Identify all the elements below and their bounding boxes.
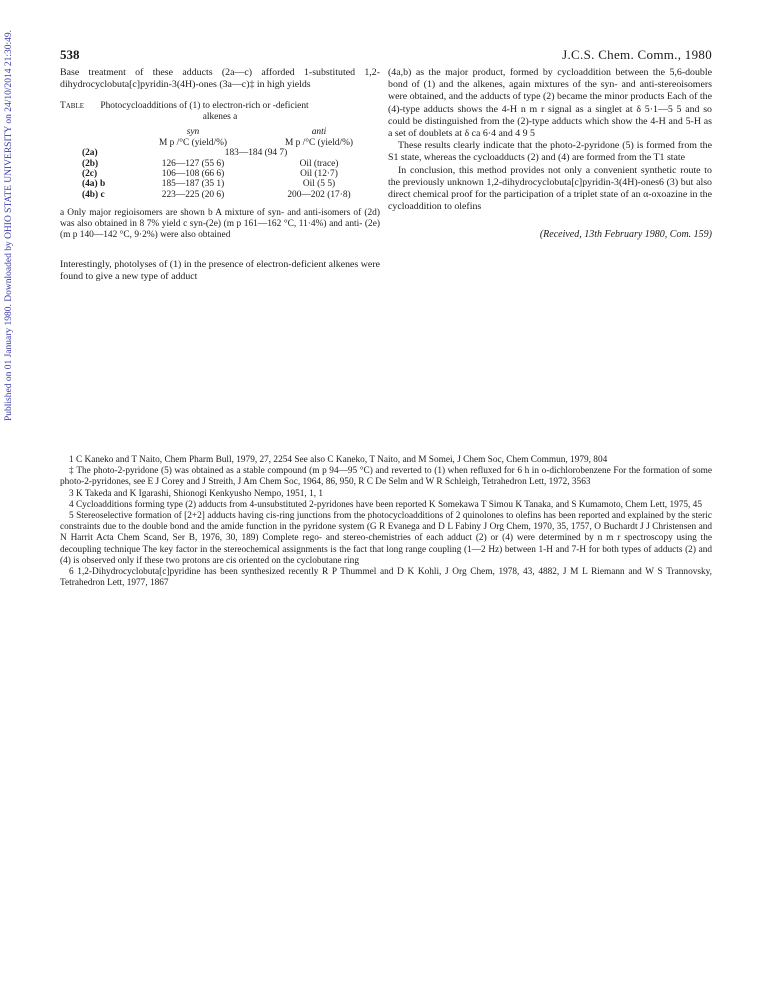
compound-cell: (2b): [82, 158, 99, 169]
right-column: [388, 67, 712, 242]
results-table: [82, 127, 382, 200]
compound-cell: (2a): [82, 148, 98, 159]
column-header-anti: anti: [311, 127, 327, 138]
reference-item: 1 C Kaneko and T Naito, Chem Pharm Bull, 1979, 27, 2254 See also C Kaneko, T Naito, and M Somei, J Chem Soc, Chem Commun, 1979, 804: [69, 455, 608, 465]
column-header-syn: syn: [186, 127, 200, 138]
table-row: [82, 169, 382, 179]
syn-value-cell: 106—108 (66 6): [161, 169, 225, 180]
left-column: [60, 67, 380, 284]
table-caption-text-1: Photocycloadditions of (1) to electron-rich or -deficient: [100, 101, 309, 112]
anti-value-cell: Oil (12·7): [300, 169, 338, 180]
reference-item: 5 Stereoselective formation of [2+2] adducts having cis-ring junctions from the photocycloadditions of 2 quinolones to olefins has been reported and explained by the steric constraints due to the double bond and the amide function in the pyridone system (G R Evanega and D L Fabiny J Org Chem, 1970, 35, 1757, O Buchardt J J Christensen and N Harrit Acta Chem Scand, Ser B, 1976, 30, 189) Complete rego- and stereo-chemistries of each adduct (2) or (4) were determined by n m r spectroscopy using the decoupling technique The key factor in the stereochemical assignments is the fact that long range coupling (1—2 Hz) between 1-H and 7-H for both types of adducts (2) and (4) is observed only if these two protons are cis oriented on the cyclobutane ring: [60, 511, 712, 566]
table-label: Table: [60, 101, 85, 112]
table-row: [82, 179, 382, 189]
table-row: [82, 159, 382, 169]
column-subheader-anti: M p /°C (yield/%): [284, 137, 354, 148]
right-paragraph-3: In conclusion, this method provides not only a convenient synthetic route to the previously unknown 1,2-dihydrocyclobuta[c]pyridin-3(4H)-ones6 (3) but also direct chemical proof for the participation of a triplet state of an α-oxoazine in the cycloaddition to olefins: [388, 164, 712, 213]
syn-value-cell: 185—187 (35 1): [161, 179, 225, 190]
syn-value-cell: 223—225 (20 6): [161, 189, 225, 200]
table-footnotes: a Only major regioisomers are shown b A mixture of syn- and anti-isomers of (2d) was also obtained in 8 7% yield c syn-(2e) (m p 161—162 °C, 11·4%) and anti- (2e) (m p 140—142 °C, 9·2%) were also obtained: [60, 208, 380, 241]
anti-value-cell: Oil (trace): [299, 158, 339, 169]
journal-header: J.C.S. Chem. Comm., 1980: [562, 47, 712, 62]
reference-item: 4 Cycloadditions forming type (2) adducts from 4-unsubstituted 2-pyridones have been reported K Somekawa T Simou K Tanaka, and S Kumamoto, Chem Lett, 1975, 45: [69, 499, 702, 510]
right-paragraph-2: These results clearly indicate that the photo-2-pyridone (5) is formed from the S1 state, whereas the cycloadducts (2) and (4) are formed from the T1 state: [388, 140, 712, 164]
anti-value-cell: 200—202 (17·8): [287, 189, 351, 200]
compound-cell: (2c): [82, 169, 98, 180]
reference-item: ‡ The photo-2-pyridone (5) was obtained as a stable compound (m p 94—95 °C) and reverted to (1) when refluxed for 6 h in o-dichlorobenzene For the formation of some photo-2-pyridones, see E J Corey and J Streith, J Am Chem Soc, 1964, 86, 950, R C De Selm and W R Schleigh, Tetrahedron Lett, 1972, 3563: [60, 466, 712, 488]
references: [60, 455, 712, 589]
page-number: 538: [60, 47, 80, 62]
right-paragraph-1: (4a,b) as the major product, formed by cycloaddition between the 5,6-double bond of (1) and the alkenes, again mixtures of the syn- and anti-stereoisomers were obtained, and the adducts of type (2) became the minor products Each of the (4)-type adducts shows the 4-H n m r signal as a singlet at δ 5·1—5 5 and so could be distinguished from the (2)-type adducts which show the 4-H and 5-H as a set of doublets at δ ca 6·4 and 4 9 5: [388, 67, 712, 140]
syn-value-cell: 126—127 (55 6): [161, 158, 225, 169]
table-caption-text-2: alkenes a: [202, 112, 238, 123]
column-subheader-syn: M p /°C (yield/%): [158, 137, 228, 148]
compound-cell: (4a) b: [82, 179, 106, 190]
left-paragraph-2: Interestingly, photolyses of (1) in the presence of electron-deficient alkenes were found to give a new type of adduct: [60, 259, 380, 283]
received-date: (Received, 13th February 1980, Com. 159): [539, 229, 712, 241]
left-paragraph-1: Base treatment of these adducts (2a—c) afforded 1-substituted 1,2-dihydrocyclobuta[c]pyridin-3(4H)-ones (3a—c)‡ in high yields: [60, 67, 380, 91]
reference-item: 6 1,2-Dihydrocyclobuta[c]pyridine has been synthesized recently R P Thummel and D K Kohli, J Org Chem, 1978, 43, 4882, J M L Riemann and W S Trannovsky, Tetrahedron Lett, 1977, 1867: [60, 567, 712, 589]
merged-value-cell: 183—184 (94 7): [224, 148, 288, 159]
table-row: [82, 148, 382, 158]
table-row: [82, 190, 382, 200]
download-watermark: Published on 01 January 1980. Downloaded by OHIO STATE UNIVERSITY on 24/10/2014 21:30:49.: [4, 30, 14, 421]
reference-item: 3 K Takeda and K Igarashi, Shionogi Kenkyusho Nempo, 1951, 1, 1: [69, 488, 324, 499]
compound-cell: (4b) c: [82, 189, 105, 200]
table-caption: [60, 101, 380, 123]
anti-value-cell: Oil (5 5): [302, 179, 336, 190]
